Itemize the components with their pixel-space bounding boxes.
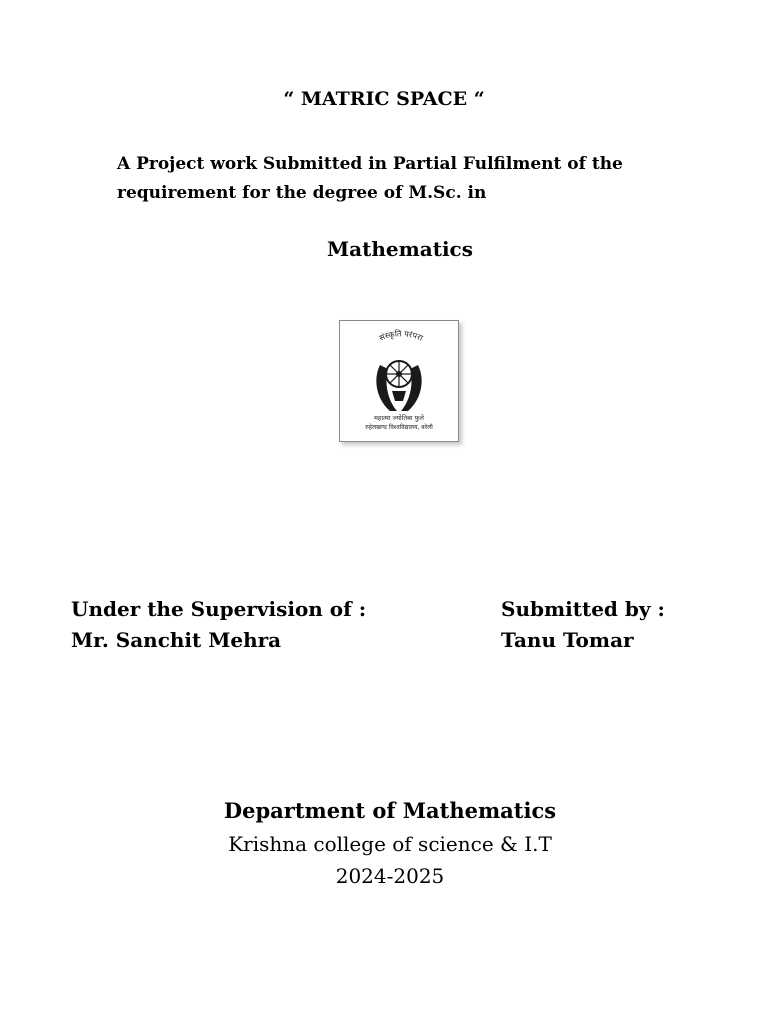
seal-emblem-icon xyxy=(340,321,458,441)
description-line-1: A Project work Submitted in Partial Fulfilment of the xyxy=(117,154,623,174)
seal-bottom-line-1: महात्मा ज्योतिबा फुले xyxy=(374,414,424,422)
subject-heading: Mathematics xyxy=(327,237,473,261)
student-name: Tanu Tomar xyxy=(501,628,634,652)
college-name: Krishna college of science & I.T xyxy=(228,832,552,856)
supervisor-name: Mr. Sanchit Mehra xyxy=(71,628,282,652)
university-seal xyxy=(339,320,459,442)
seal-top-text: संस्कृति परंपरा xyxy=(377,329,425,343)
project-title: “ MATRIC SPACE “ xyxy=(283,88,485,110)
department-name: Department of Mathematics xyxy=(223,798,557,823)
submitted-by-label: Submitted by : xyxy=(501,597,665,621)
svg-text:संस्कृति परंपरा xyxy=(378,328,425,343)
academic-session: 2024-2025 xyxy=(335,864,445,888)
supervision-label: Under the Supervision of : xyxy=(71,597,367,621)
seal-bottom-line-2: रुहेलखण्ड विश्वविद्यालय, बरेली xyxy=(365,424,433,431)
description-line-2: requirement for the degree of M.Sc. in xyxy=(117,183,487,203)
